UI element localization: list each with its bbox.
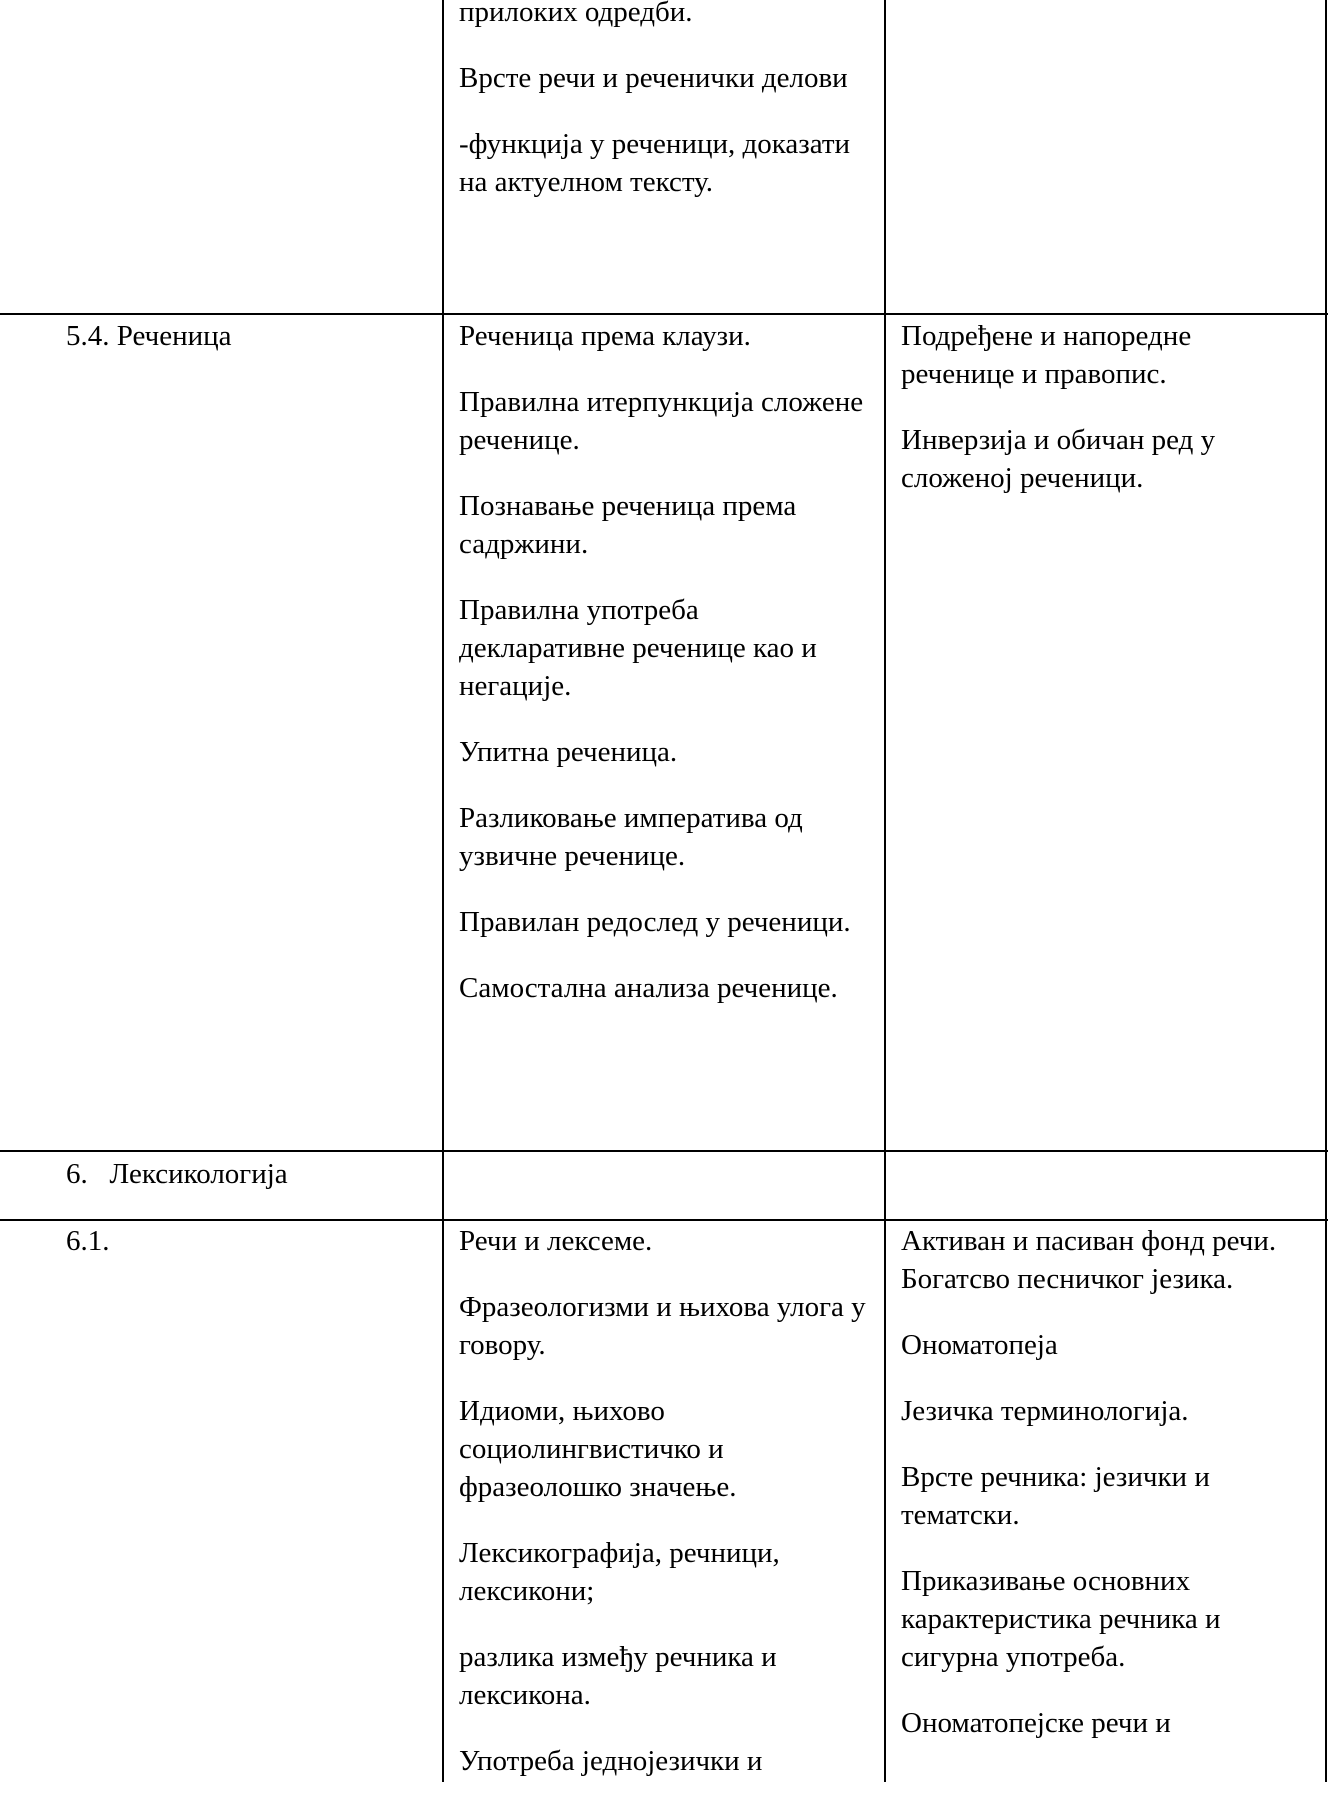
cell-paragraph: Ономатопеја: [901, 1329, 1058, 1361]
cell-paragraph: Реченица према клаузи.: [459, 320, 751, 352]
cell-paragraph: Фразеологизми и њихова улога у говору.: [459, 1291, 866, 1361]
table-row: [459, 317, 869, 1035]
cell-paragraph: Самостална анализа реченице.: [459, 972, 838, 1004]
table-divider-col2: [884, 0, 886, 1782]
table-divider-col1: [442, 0, 444, 1782]
cell-paragraph: Познавање реченица према садржини.: [459, 490, 797, 560]
table-row-divider: [0, 313, 1328, 315]
section-label: 5.4. Реченица: [66, 320, 232, 352]
cell-paragraph: Приказивање основних карактеристика речника и сигурна употреба.: [901, 1565, 1221, 1673]
table-border-right: [1325, 0, 1327, 1782]
cell-paragraph: Правилна употреба декларативне реченице као и негације.: [459, 594, 817, 702]
table-row-divider: [0, 1219, 1328, 1221]
cell-paragraph: разлика између речника и лексикона.: [459, 1641, 777, 1711]
table-row: [459, 1222, 869, 1808]
section-label: 6.1.: [66, 1225, 110, 1257]
cell-paragraph: -функција у реченици, доказати на актуелном тексту.: [459, 128, 851, 198]
table-row: [459, 0, 869, 229]
cell-paragraph: Врсте речника: језички и тематски.: [901, 1461, 1210, 1531]
cell-paragraph: Врсте речи и реченички делови: [459, 62, 848, 94]
cell-paragraph: Разликовање императива од узвичне реченице.: [459, 802, 803, 872]
table-row: [901, 1222, 1301, 1770]
cell-paragraph: Лексикографија, речници, лексикони;: [459, 1537, 780, 1607]
cell-paragraph: Речи и лексеме.: [459, 1225, 653, 1257]
cell-paragraph: прилоких одредби.: [459, 0, 693, 28]
cell-paragraph: Правилан редослед у реченици.: [459, 906, 851, 938]
table-row: [901, 317, 1301, 525]
cell-paragraph: Језичка терминологија.: [901, 1395, 1189, 1427]
cell-paragraph: Идиоми, њихово социолингвистичко и фразеолошко значење.: [459, 1395, 737, 1503]
cell-paragraph: Подређене и напоредне реченице и правопис.: [901, 320, 1192, 390]
cell-paragraph: Правилна итерпункција сложене реченице.: [459, 386, 864, 456]
section-heading: 6. Лексикологија: [66, 1158, 288, 1190]
cell-paragraph: Ономатопејске речи и: [901, 1707, 1171, 1739]
cell-paragraph: Инверзија и обичан ред у сложеној реченици.: [901, 424, 1216, 494]
table-row-divider: [0, 1150, 1328, 1152]
cell-paragraph: Упитна реченица.: [459, 736, 678, 768]
cell-paragraph: Употреба једнојезички и: [459, 1745, 763, 1777]
cell-paragraph: Активан и пасиван фонд речи. Богатсво песничког језика.: [901, 1225, 1277, 1295]
